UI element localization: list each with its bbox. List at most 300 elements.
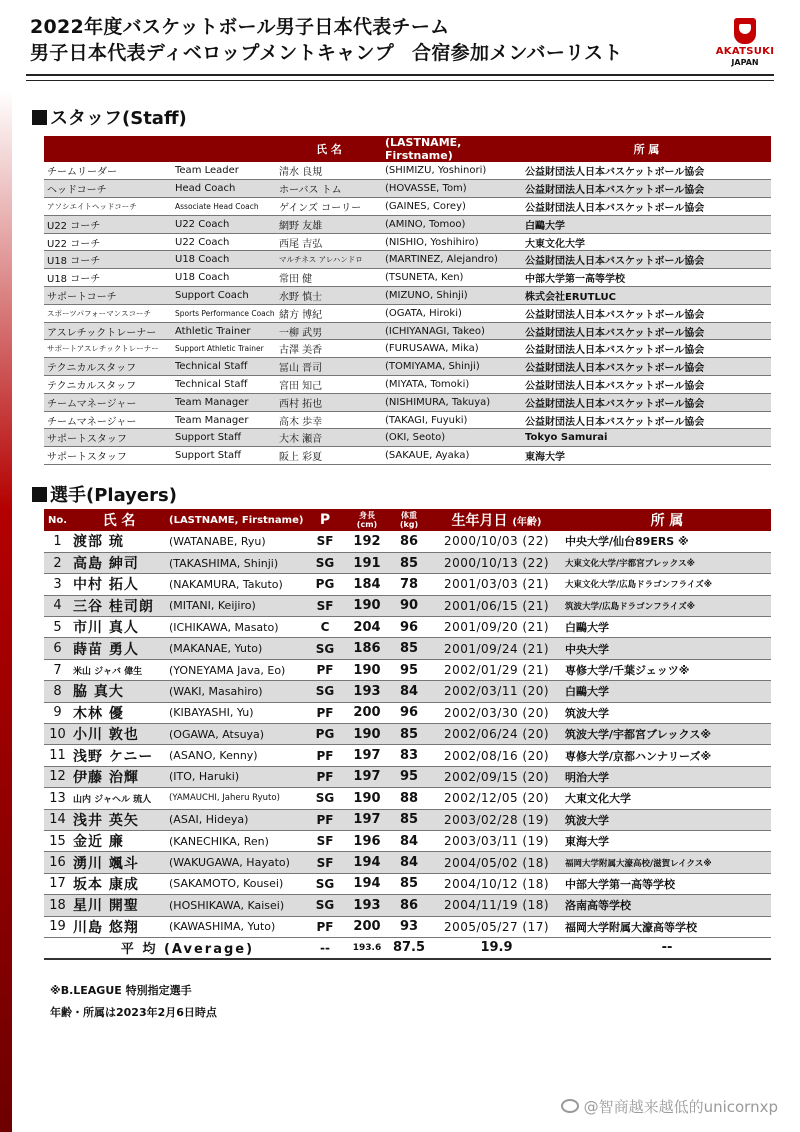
player-club: 専修大学/千葉ジェッツ※ bbox=[563, 659, 771, 680]
player-height: 184 bbox=[346, 574, 388, 595]
player-position: SG bbox=[304, 895, 346, 916]
staff-org: Tokyo Samurai bbox=[522, 429, 771, 447]
player-row bbox=[44, 574, 771, 595]
akatsuki-japan-logo bbox=[714, 18, 776, 68]
player-birthdate: 2001/03/03 (21) bbox=[430, 574, 563, 595]
staff-role-jp: ヘッドコーチ bbox=[44, 180, 172, 198]
staff-role-en: Team Manager bbox=[172, 411, 276, 429]
staff-name-jp: 一柳 武男 bbox=[276, 322, 382, 340]
staff-row bbox=[44, 251, 771, 269]
player-birthdate: 2002/09/15 (20) bbox=[430, 766, 563, 787]
staff-name-en: (TOMIYAMA, Shinji) bbox=[382, 358, 522, 376]
logo-text: AKATSUKI bbox=[715, 46, 775, 57]
player-position: SG bbox=[304, 788, 346, 809]
staff-org: 中部大学第一高等学校 bbox=[522, 269, 771, 287]
player-name-jp: 市川 真人 bbox=[71, 617, 167, 638]
player-height: 200 bbox=[346, 702, 388, 723]
player-name-jp: 星川 開聖 bbox=[71, 895, 167, 916]
staff-role-jp: サポートコーチ bbox=[44, 287, 172, 305]
player-position: SF bbox=[304, 531, 346, 552]
staff-role-jp: サポートスタッフ bbox=[44, 429, 172, 447]
staff-org: 公益財団法人日本バスケットボール協会 bbox=[522, 411, 771, 429]
player-club: 東海大学 bbox=[563, 830, 771, 851]
players-header-no: No. bbox=[44, 509, 71, 531]
player-club: 大東文化大学/宇都宮ブレックス※ bbox=[563, 552, 771, 573]
average-age: 19.9 bbox=[430, 937, 563, 958]
staff-role-jp: テクニカルスタッフ bbox=[44, 358, 172, 376]
player-name-en: (KAWASHIMA, Yuto) bbox=[167, 916, 304, 937]
staff-role-jp: サポートスタッフ bbox=[44, 447, 172, 465]
staff-name-jp: 阪上 彩夏 bbox=[276, 447, 382, 465]
players-table bbox=[44, 509, 771, 960]
player-number: 12 bbox=[44, 766, 71, 787]
staff-row bbox=[44, 304, 771, 322]
staff-role-jp: アスレチックトレーナー bbox=[44, 322, 172, 340]
weibo-watermark: @智商越来越低的unicornxp bbox=[561, 1096, 778, 1117]
staff-row bbox=[44, 429, 771, 447]
staff-name-jp: 清水 良規 bbox=[276, 162, 382, 180]
player-club: 洛南高等学校 bbox=[563, 895, 771, 916]
player-row bbox=[44, 895, 771, 916]
staff-name-jp: ゲインズ コーリー bbox=[276, 198, 382, 216]
player-club: 筑波大学/広島ドラゴンフライズ※ bbox=[563, 595, 771, 616]
staff-name-en: (SHIMIZU, Yoshinori) bbox=[382, 162, 522, 180]
player-club: 中部大学第一高等学校 bbox=[563, 873, 771, 894]
staff-name-jp: 西村 拓也 bbox=[276, 393, 382, 411]
player-number: 1 bbox=[44, 531, 71, 552]
player-birthdate: 2001/09/24 (21) bbox=[430, 638, 563, 659]
player-row bbox=[44, 531, 771, 552]
player-height: 196 bbox=[346, 830, 388, 851]
player-height: 190 bbox=[346, 724, 388, 745]
player-name-jp: 三谷 桂司朗 bbox=[71, 595, 167, 616]
player-name-en: (MITANI, Keijiro) bbox=[167, 595, 304, 616]
staff-name-en: (SAKAUE, Ayaka) bbox=[382, 447, 522, 465]
player-name-jp: 小川 敦也 bbox=[71, 724, 167, 745]
player-number: 7 bbox=[44, 659, 71, 680]
player-club: 筑波大学 bbox=[563, 809, 771, 830]
player-row bbox=[44, 852, 771, 873]
staff-name-jp: 西尾 吉弘 bbox=[276, 233, 382, 251]
staff-name-en: (FURUSAWA, Mika) bbox=[382, 340, 522, 358]
player-height: 194 bbox=[346, 852, 388, 873]
player-name-jp: 渡部 琉 bbox=[71, 531, 167, 552]
player-height: 191 bbox=[346, 552, 388, 573]
staff-org: 公益財団法人日本バスケットボール協会 bbox=[522, 304, 771, 322]
player-position: PF bbox=[304, 745, 346, 766]
staff-name-jp: ホーバス トム bbox=[276, 180, 382, 198]
staff-name-en: (TAKAGI, Fuyuki) bbox=[382, 411, 522, 429]
player-name-jp: 脇 真大 bbox=[71, 681, 167, 702]
staff-row bbox=[44, 233, 771, 251]
staff-row bbox=[44, 287, 771, 305]
player-row bbox=[44, 766, 771, 787]
staff-org: 公益財団法人日本バスケットボール協会 bbox=[522, 393, 771, 411]
player-row bbox=[44, 809, 771, 830]
player-name-en: (ICHIKAWA, Masato) bbox=[167, 617, 304, 638]
player-row bbox=[44, 617, 771, 638]
player-name-jp: 中村 拓人 bbox=[71, 574, 167, 595]
player-club: 福岡大学附属大濠高校/滋賀レイクス※ bbox=[563, 852, 771, 873]
player-weight: 85 bbox=[388, 809, 430, 830]
player-birthdate: 2001/06/15 (21) bbox=[430, 595, 563, 616]
player-name-en: (MAKANAE, Yuto) bbox=[167, 638, 304, 659]
player-club: 福岡大学附属大濠高等学校 bbox=[563, 916, 771, 937]
player-weight: 95 bbox=[388, 766, 430, 787]
player-club: 中央大学/仙台89ERS ※ bbox=[563, 531, 771, 552]
player-row bbox=[44, 873, 771, 894]
staff-role-en: U22 Coach bbox=[172, 233, 276, 251]
player-birthdate: 2002/03/30 (20) bbox=[430, 702, 563, 723]
staff-row bbox=[44, 447, 771, 465]
players-header-dob: 生年月日 (年齢) bbox=[430, 509, 563, 531]
player-club: 白鷗大学 bbox=[563, 617, 771, 638]
staff-org: 公益財団法人日本バスケットボール協会 bbox=[522, 340, 771, 358]
player-name-jp: 浅井 英矢 bbox=[71, 809, 167, 830]
player-weight: 96 bbox=[388, 702, 430, 723]
player-height: 193 bbox=[346, 895, 388, 916]
player-position: SF bbox=[304, 852, 346, 873]
player-birthdate: 2003/02/28 (19) bbox=[430, 809, 563, 830]
staff-org: 公益財団法人日本バスケットボール協会 bbox=[522, 198, 771, 216]
weibo-icon bbox=[561, 1099, 579, 1113]
staff-org: 公益財団法人日本バスケットボール協会 bbox=[522, 162, 771, 180]
player-birthdate: 2001/09/20 (21) bbox=[430, 617, 563, 638]
staff-row bbox=[44, 358, 771, 376]
player-number: 11 bbox=[44, 745, 71, 766]
staff-org: 公益財団法人日本バスケットボール協会 bbox=[522, 251, 771, 269]
staff-role-jp: U18 コーチ bbox=[44, 251, 172, 269]
average-pos: -- bbox=[304, 937, 346, 958]
player-name-en: (WATANABE, Ryu) bbox=[167, 531, 304, 552]
player-number: 9 bbox=[44, 702, 71, 723]
average-height: 193.6 bbox=[346, 937, 388, 958]
player-weight: 84 bbox=[388, 852, 430, 873]
player-height: 204 bbox=[346, 617, 388, 638]
average-row bbox=[44, 937, 771, 958]
player-birthdate: 2000/10/03 (22) bbox=[430, 531, 563, 552]
player-weight: 78 bbox=[388, 574, 430, 595]
staff-name-jp: 常田 健 bbox=[276, 269, 382, 287]
player-position: SG bbox=[304, 638, 346, 659]
player-name-en: (ASAI, Hideya) bbox=[167, 809, 304, 830]
staff-row bbox=[44, 393, 771, 411]
footnote-as-of-date: 年齢・所属は2023年2月6日時点 bbox=[50, 1006, 217, 1019]
staff-role-jp: アソシエイトヘッドコーチ bbox=[44, 198, 172, 216]
staff-header-name: 氏 名 bbox=[276, 136, 382, 162]
player-weight: 84 bbox=[388, 681, 430, 702]
staff-header-name-en: (LASTNAME, Firstname) bbox=[382, 136, 522, 162]
staff-role-en: Technical Staff bbox=[172, 376, 276, 394]
player-position: PF bbox=[304, 659, 346, 680]
player-number: 16 bbox=[44, 852, 71, 873]
player-height: 186 bbox=[346, 638, 388, 659]
player-row bbox=[44, 595, 771, 616]
staff-name-jp: マルチネス アレハンドロ bbox=[276, 251, 382, 269]
footnote-special-designation: ※B.LEAGUE 特別指定選手 bbox=[50, 984, 192, 997]
staff-row bbox=[44, 340, 771, 358]
player-name-jp: 伊藤 治輝 bbox=[71, 766, 167, 787]
player-height: 197 bbox=[346, 766, 388, 787]
player-name-en: (NAKAMURA, Takuto) bbox=[167, 574, 304, 595]
staff-role-en: Team Manager bbox=[172, 393, 276, 411]
player-position: SG bbox=[304, 873, 346, 894]
player-position: PG bbox=[304, 724, 346, 745]
player-height: 190 bbox=[346, 595, 388, 616]
staff-table bbox=[44, 136, 771, 465]
player-height: 192 bbox=[346, 531, 388, 552]
staff-name-en: (AMINO, Tomoo) bbox=[382, 215, 522, 233]
staff-row bbox=[44, 411, 771, 429]
player-number: 6 bbox=[44, 638, 71, 659]
staff-name-en: (MIZUNO, Shinji) bbox=[382, 287, 522, 305]
staff-section-title: スタッフ(Staff) bbox=[32, 104, 187, 130]
staff-role-en: Support Staff bbox=[172, 429, 276, 447]
staff-org: 株式会社ERUTLUC bbox=[522, 287, 771, 305]
player-position: PF bbox=[304, 809, 346, 830]
player-club: 大東文化大学 bbox=[563, 788, 771, 809]
player-birthdate: 2004/11/19 (18) bbox=[430, 895, 563, 916]
staff-org: 白鷗大学 bbox=[522, 215, 771, 233]
staff-org: 公益財団法人日本バスケットボール協会 bbox=[522, 376, 771, 394]
staff-name-jp: 水野 慎士 bbox=[276, 287, 382, 305]
player-name-en: (OGAWA, Atsuya) bbox=[167, 724, 304, 745]
staff-row bbox=[44, 198, 771, 216]
staff-name-en: (GAINES, Corey) bbox=[382, 198, 522, 216]
players-header-pos: P bbox=[304, 509, 346, 531]
player-row bbox=[44, 659, 771, 680]
player-number: 13 bbox=[44, 788, 71, 809]
player-weight: 90 bbox=[388, 595, 430, 616]
player-weight: 88 bbox=[388, 788, 430, 809]
player-club: 筑波大学/宇都宮ブレックス※ bbox=[563, 724, 771, 745]
player-name-en: (ITO, Haruki) bbox=[167, 766, 304, 787]
title-line-2-sub: 合宿参加メンバーリスト bbox=[412, 42, 623, 64]
logo-subtext: JAPAN bbox=[731, 58, 759, 67]
square-bullet-icon bbox=[32, 110, 47, 125]
player-club: 白鷗大学 bbox=[563, 681, 771, 702]
player-name-jp: 木林 優 bbox=[71, 702, 167, 723]
player-name-jp: 山内 ジャヘル 琉人 bbox=[71, 788, 167, 809]
staff-role-en: U18 Coach bbox=[172, 251, 276, 269]
staff-org: 東海大学 bbox=[522, 447, 771, 465]
player-number: 17 bbox=[44, 873, 71, 894]
player-birthdate: 2004/10/12 (18) bbox=[430, 873, 563, 894]
staff-header-org: 所 属 bbox=[522, 136, 771, 162]
player-position: SF bbox=[304, 830, 346, 851]
player-name-jp: 金近 廉 bbox=[71, 830, 167, 851]
player-name-jp: 浅野 ケニー bbox=[71, 745, 167, 766]
staff-role-jp: チームマネージャー bbox=[44, 393, 172, 411]
player-height: 193 bbox=[346, 681, 388, 702]
player-height: 194 bbox=[346, 873, 388, 894]
player-club: 筑波大学 bbox=[563, 702, 771, 723]
staff-role-jp: チームマネージャー bbox=[44, 411, 172, 429]
player-position: SG bbox=[304, 552, 346, 573]
player-row bbox=[44, 916, 771, 937]
staff-name-en: (TSUNETA, Ken) bbox=[382, 269, 522, 287]
player-row bbox=[44, 830, 771, 851]
staff-role-jp: U18 コーチ bbox=[44, 269, 172, 287]
staff-name-jp: 宮田 知己 bbox=[276, 376, 382, 394]
player-name-en: (KIBAYASHI, Yu) bbox=[167, 702, 304, 723]
player-weight: 85 bbox=[388, 638, 430, 659]
staff-name-en: (OGATA, Hiroki) bbox=[382, 304, 522, 322]
player-number: 8 bbox=[44, 681, 71, 702]
staff-role-en: Technical Staff bbox=[172, 358, 276, 376]
square-bullet-icon bbox=[32, 487, 47, 502]
player-number: 2 bbox=[44, 552, 71, 573]
player-height: 200 bbox=[346, 916, 388, 937]
player-weight: 95 bbox=[388, 659, 430, 680]
staff-name-jp: 大木 瀬音 bbox=[276, 429, 382, 447]
player-row bbox=[44, 788, 771, 809]
player-name-en: (KANECHIKA, Ren) bbox=[167, 830, 304, 851]
staff-role-en: Support Athletic Trainer bbox=[172, 340, 276, 358]
staff-role-en: Associate Head Coach bbox=[172, 198, 276, 216]
player-row bbox=[44, 702, 771, 723]
player-birthdate: 2002/08/16 (20) bbox=[430, 745, 563, 766]
staff-role-en: Sports Performance Coach bbox=[172, 304, 276, 322]
player-number: 15 bbox=[44, 830, 71, 851]
player-name-jp: 蒔苗 勇人 bbox=[71, 638, 167, 659]
average-label: 平 均 (Average) bbox=[71, 937, 304, 958]
player-position: PF bbox=[304, 702, 346, 723]
staff-name-jp: 高木 歩幸 bbox=[276, 411, 382, 429]
page-header bbox=[30, 14, 730, 66]
staff-role-en: Team Leader bbox=[172, 162, 276, 180]
player-club: 大東文化大学/広島ドラゴンフライズ※ bbox=[563, 574, 771, 595]
player-weight: 96 bbox=[388, 617, 430, 638]
staff-name-jp: 冨山 晋司 bbox=[276, 358, 382, 376]
player-name-jp: 川島 悠翔 bbox=[71, 916, 167, 937]
player-birthdate: 2000/10/13 (22) bbox=[430, 552, 563, 573]
header-divider bbox=[26, 74, 774, 76]
staff-name-jp: 緒方 博紀 bbox=[276, 304, 382, 322]
player-weight: 85 bbox=[388, 552, 430, 573]
player-name-jp: 湧川 颯斗 bbox=[71, 852, 167, 873]
player-number: 18 bbox=[44, 895, 71, 916]
player-position: SF bbox=[304, 595, 346, 616]
player-birthdate: 2002/06/24 (20) bbox=[430, 724, 563, 745]
player-number: 5 bbox=[44, 617, 71, 638]
staff-name-jp: 古澤 美香 bbox=[276, 340, 382, 358]
player-name-en: (HOSHIKAWA, Kaisei) bbox=[167, 895, 304, 916]
staff-name-en: (MARTINEZ, Alejandro) bbox=[382, 251, 522, 269]
player-club: 明治大学 bbox=[563, 766, 771, 787]
players-header-height: 身長 (cm) bbox=[346, 509, 388, 531]
player-number: 14 bbox=[44, 809, 71, 830]
player-height: 190 bbox=[346, 788, 388, 809]
staff-name-en: (MIYATA, Tomoki) bbox=[382, 376, 522, 394]
player-weight: 86 bbox=[388, 895, 430, 916]
player-birthdate: 2002/03/11 (20) bbox=[430, 681, 563, 702]
staff-org: 公益財団法人日本バスケットボール協会 bbox=[522, 180, 771, 198]
staff-org: 公益財団法人日本バスケットボール協会 bbox=[522, 358, 771, 376]
staff-row bbox=[44, 269, 771, 287]
staff-name-en: (NISHIMURA, Takuya) bbox=[382, 393, 522, 411]
staff-role-jp: スポーツパフォーマンスコーチ bbox=[44, 304, 172, 322]
player-number: 4 bbox=[44, 595, 71, 616]
player-position: SG bbox=[304, 681, 346, 702]
player-name-jp: 坂本 康成 bbox=[71, 873, 167, 894]
player-club: 中央大学 bbox=[563, 638, 771, 659]
staff-row bbox=[44, 215, 771, 233]
staff-org: 公益財団法人日本バスケットボール協会 bbox=[522, 322, 771, 340]
average-club: -- bbox=[563, 937, 771, 958]
player-name-en: (SAKAMOTO, Kousei) bbox=[167, 873, 304, 894]
player-weight: 86 bbox=[388, 531, 430, 552]
staff-role-jp: U22 コーチ bbox=[44, 215, 172, 233]
left-accent-bar bbox=[0, 0, 12, 1132]
staff-name-en: (OKI, Seoto) bbox=[382, 429, 522, 447]
player-name-en: (TAKASHIMA, Shinji) bbox=[167, 552, 304, 573]
staff-header-role-en bbox=[172, 136, 276, 162]
player-position: PF bbox=[304, 916, 346, 937]
players-section-title: 選手(Players) bbox=[32, 481, 177, 507]
player-birthdate: 2002/01/29 (21) bbox=[430, 659, 563, 680]
staff-header-role bbox=[44, 136, 172, 162]
players-header-name: 氏 名 bbox=[71, 509, 167, 531]
average-weight: 87.5 bbox=[388, 937, 430, 958]
player-weight: 93 bbox=[388, 916, 430, 937]
player-name-en: (WAKUGAWA, Hayato) bbox=[167, 852, 304, 873]
player-height: 197 bbox=[346, 745, 388, 766]
player-birthdate: 2002/12/05 (20) bbox=[430, 788, 563, 809]
players-header-club: 所 属 bbox=[563, 509, 771, 531]
players-header-weight: 体重 (kg) bbox=[388, 509, 430, 531]
staff-role-jp: テクニカルスタッフ bbox=[44, 376, 172, 394]
header-divider-thin bbox=[26, 80, 774, 81]
staff-role-en: Head Coach bbox=[172, 180, 276, 198]
footnotes bbox=[50, 980, 217, 1024]
staff-org: 大東文化大学 bbox=[522, 233, 771, 251]
staff-name-en: (ICHIYANAGI, Takeo) bbox=[382, 322, 522, 340]
player-name-jp: 米山 ジャバ 偉生 bbox=[71, 659, 167, 680]
staff-row bbox=[44, 162, 771, 180]
player-height: 197 bbox=[346, 809, 388, 830]
player-height: 190 bbox=[346, 659, 388, 680]
player-name-en: (YONEYAMA Java, Eo) bbox=[167, 659, 304, 680]
staff-role-en: U22 Coach bbox=[172, 215, 276, 233]
player-row bbox=[44, 724, 771, 745]
staff-role-en: Athletic Trainer bbox=[172, 322, 276, 340]
title-line-2 bbox=[30, 40, 730, 66]
staff-row bbox=[44, 376, 771, 394]
player-club: 専修大学/京都ハンナリーズ※ bbox=[563, 745, 771, 766]
title-line-2-main: 男子日本代表ディベロップメントキャンプ bbox=[30, 42, 395, 64]
player-position: PF bbox=[304, 766, 346, 787]
player-row bbox=[44, 745, 771, 766]
player-row bbox=[44, 638, 771, 659]
players-header-name-en: (LASTNAME, Firstname) bbox=[167, 509, 304, 531]
player-name-en: (ASANO, Kenny) bbox=[167, 745, 304, 766]
player-name-en: (YAMAUCHI, Jaheru Ryuto) bbox=[167, 788, 304, 809]
staff-name-jp: 網野 友雄 bbox=[276, 215, 382, 233]
player-position: PG bbox=[304, 574, 346, 595]
player-birthdate: 2003/03/11 (19) bbox=[430, 830, 563, 851]
player-birthdate: 2004/05/02 (18) bbox=[430, 852, 563, 873]
staff-header-row bbox=[44, 136, 771, 162]
staff-role-jp: サポートアスレチックトレーナー bbox=[44, 340, 172, 358]
staff-row bbox=[44, 322, 771, 340]
shield-icon bbox=[734, 18, 756, 44]
staff-name-en: (HOVASSE, Tom) bbox=[382, 180, 522, 198]
player-name-en: (WAKI, Masahiro) bbox=[167, 681, 304, 702]
players-header-row bbox=[44, 509, 771, 531]
staff-role-jp: チームリーダー bbox=[44, 162, 172, 180]
player-weight: 84 bbox=[388, 830, 430, 851]
